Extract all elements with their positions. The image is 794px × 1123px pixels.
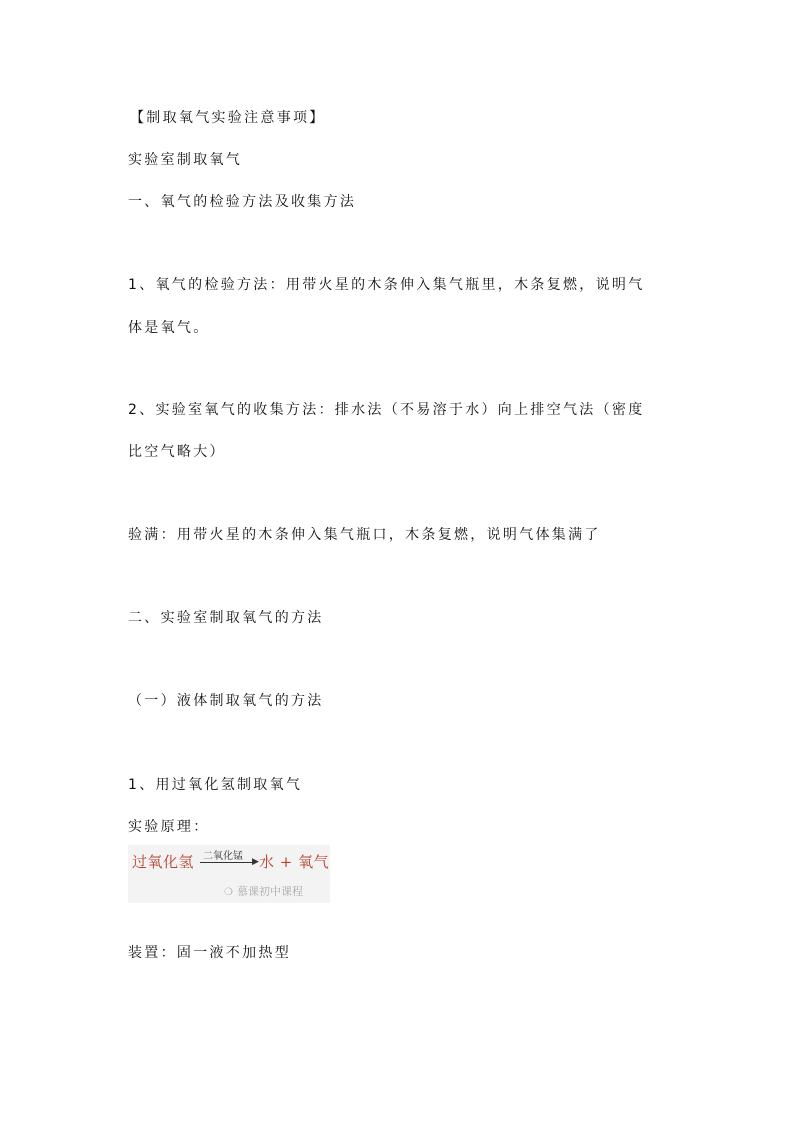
- document-subtitle: 实验室制取氧气: [128, 152, 243, 168]
- reaction-arrowhead: ▶: [252, 857, 259, 867]
- item1-line1: 1、氧气的检验方法：用带火星的木条伸入集气瓶里，木条复燃，说明气: [128, 277, 645, 293]
- apparatus-text: 装置：固一液不加热型: [128, 945, 291, 961]
- section1-heading: 一、氧气的检验方法及收集方法: [128, 194, 357, 210]
- item2-line2: 比空气略大）: [128, 444, 226, 460]
- reaction-arrow: [200, 862, 256, 863]
- equation-reactant: 过氧化氢: [132, 853, 195, 871]
- item1-line2: 体是氧气。: [128, 320, 210, 336]
- equation-products: 水 + 氧气: [259, 853, 330, 871]
- watermark: [224, 883, 303, 899]
- step1-text: 1、用过氧化氢制取氧气: [128, 777, 303, 793]
- reaction-equation-image: [128, 845, 330, 903]
- chat-bubble-icon: ❍: [224, 887, 233, 898]
- section2-subheading: （一）液体制取氧气的方法: [128, 693, 324, 709]
- full-check-text: 验满：用带火星的木条伸入集气瓶口，木条复燃，说明气体集满了: [128, 527, 601, 543]
- document-title: 【制取氧气实验注意事项】: [130, 110, 326, 126]
- section2-heading: 二、实验室制取氧气的方法: [128, 610, 324, 626]
- principle-label: 实验原理：: [128, 819, 210, 835]
- equation-catalyst: 二氧化锰: [203, 851, 243, 862]
- item2-line1: 2、实验室氧气的收集方法：排水法（不易溶于水）向上排空气法（密度: [128, 402, 645, 418]
- watermark-text: 慕课初中课程: [236, 885, 303, 898]
